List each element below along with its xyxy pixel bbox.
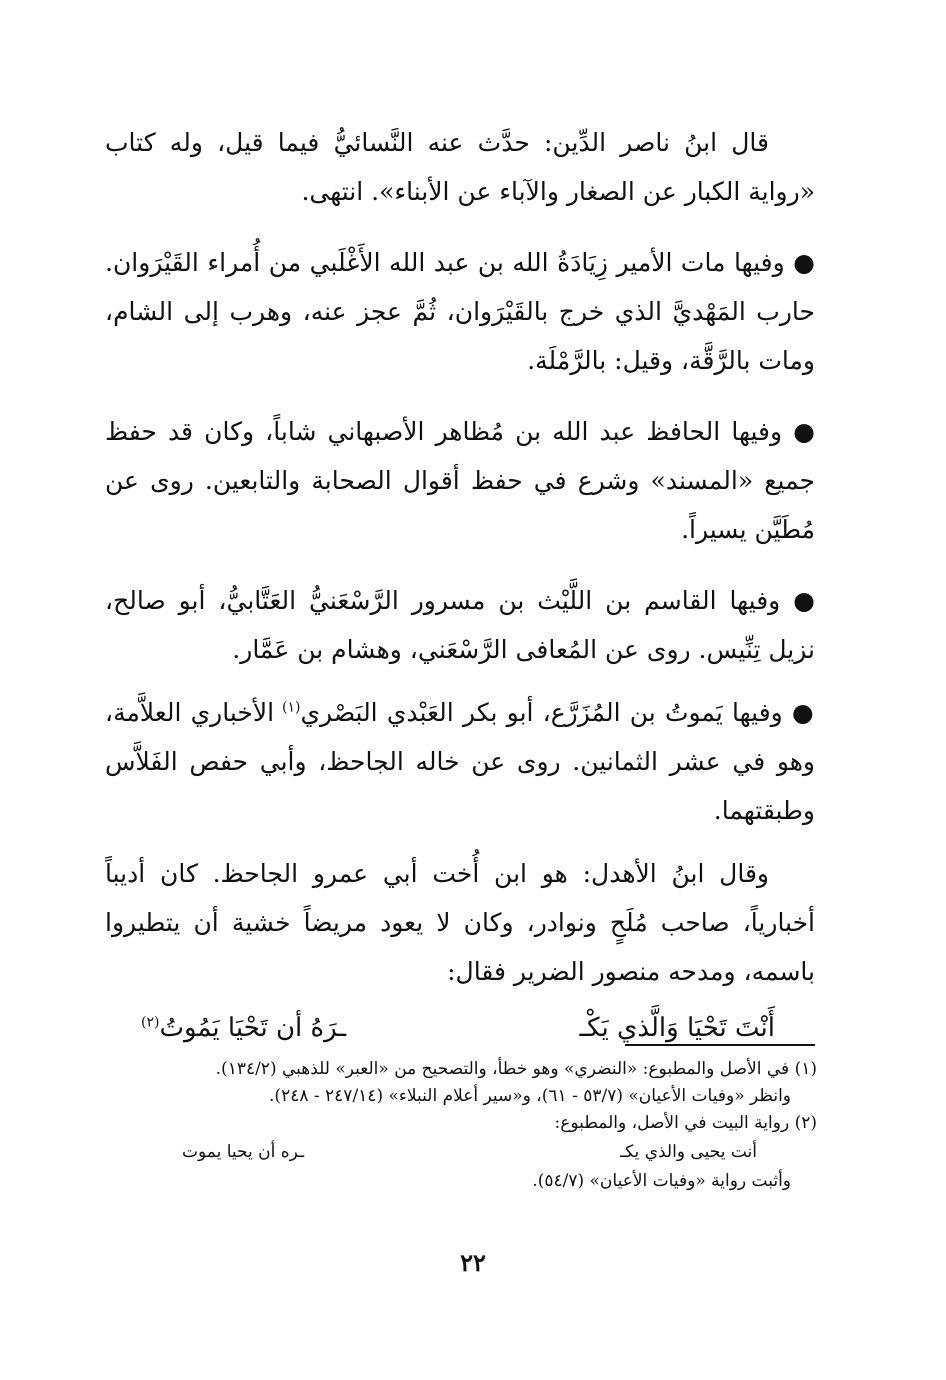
verse-first-hemistich: أَنْتَ تَحْيَا وَالَّذي يَكْـ [579, 1013, 775, 1043]
footnote-2-line-1: (٢) رواية البيت في الأصل، والمطبوع: [554, 1113, 817, 1133]
footnote-2-line-2: وأثبت رواية «وفيات الأعيان» (٥٤/٧). [532, 1171, 791, 1191]
paragraph-yamut-text: ● وفيها يَموتُ بن المُزَرَّع، أبو بكر العَبْدي البَصْري [300, 698, 815, 727]
verse-second-hemistich [141, 1002, 346, 1054]
paragraph-al-qasim: ● وفيها القاسم بن اللَّيْث بن مسرور الرَّسْعَنيُّ العَتَّابيُّ، أبو صالح، نزيل تِنِّيس. روى عن المُعافى الرَّسْعَني، وهشام بن عَمَّار. [105, 586, 815, 664]
paragraph-ibn-al-ahdal: وقال ابنُ الأهدل: هو ابن أُخت أبي عمرو الجاحظ. كان أديباً أخبارياً، صاحب مُلَحٍ ونوادر، وكان لا يعود مريضاً خشية أن يتطيروا باسمه، ومدحه منصور الضرير فقال: [105, 859, 815, 986]
page-number: ٢٢ [460, 1248, 486, 1277]
paragraph-ibn-muzahir: ● وفيها الحافظ عبد الله بن مُظاهر الأصبهاني شاباً، وكان قد حفظ جميع «المسند» وشرع في حفظ أقوال الصحابة والتابعين. روى عن مُطَيَّن يسيراً. [105, 417, 815, 544]
footnote-1-line-2: وانظر «وفيات الأعيان» (٥٣/٧ - ٦١)، و«سير أعلام النبلاء» (٢٤٧/١٤ - ٢٤٨). [269, 1086, 791, 1106]
main-text [105, 118, 815, 1054]
paragraph-yamut-text-cont: الأخباري العلاَّمة، وهو في عشر الثمانين. روى عن خاله الجاحظ، وأبي حفص الفَلاَّس وطبقتهما. [105, 698, 815, 825]
paragraph-yamut [105, 688, 815, 835]
footnote-2-verse-second: ـره أن يحيا يموت [182, 1142, 305, 1162]
footnote-divider [625, 1044, 815, 1046]
footnote-1-line-1: (١) في الأصل والمطبوع: «النضري» وهو خطأ، والتصحيح من «العبر» للذهبي (١٣٤/٢). [215, 1059, 817, 1079]
verse-second-hemistich-text: ـرَهُ أن تَحْيَا يَمُوتُ [159, 1013, 347, 1043]
paragraph-ziyadat-allah: ● وفيها مات الأمير زِيَادَةُ الله بن عبد الله الأَغْلَبي من أُمراء القَيْرَوان. حارب المَهْديَّ الذي خرج بالقَيْرَوان، ثُمَّ عجز عنه، وهرب إلى الشام، ومات بالرَّقَّة، وقيل: بالرَّمْلَة. [105, 248, 815, 375]
footnote-2-verse-first: أنت يحيى والذي يكـ [620, 1142, 757, 1162]
footnote-ref-2: (٢) [141, 1014, 160, 1031]
footnote-ref-1: (١) [282, 699, 301, 716]
footnote-2-verse [112, 1139, 817, 1166]
paragraph-ibn-nasir: قال ابنُ ناصر الدِّين: حدَّث عنه النَّسائيُّ فيما قيل، وله كتاب «رواية الكبار عن الصغار والآباء عن الأبناء». انتهى. [105, 128, 815, 206]
poem-verse [105, 1002, 815, 1054]
footnotes [112, 1056, 817, 1195]
